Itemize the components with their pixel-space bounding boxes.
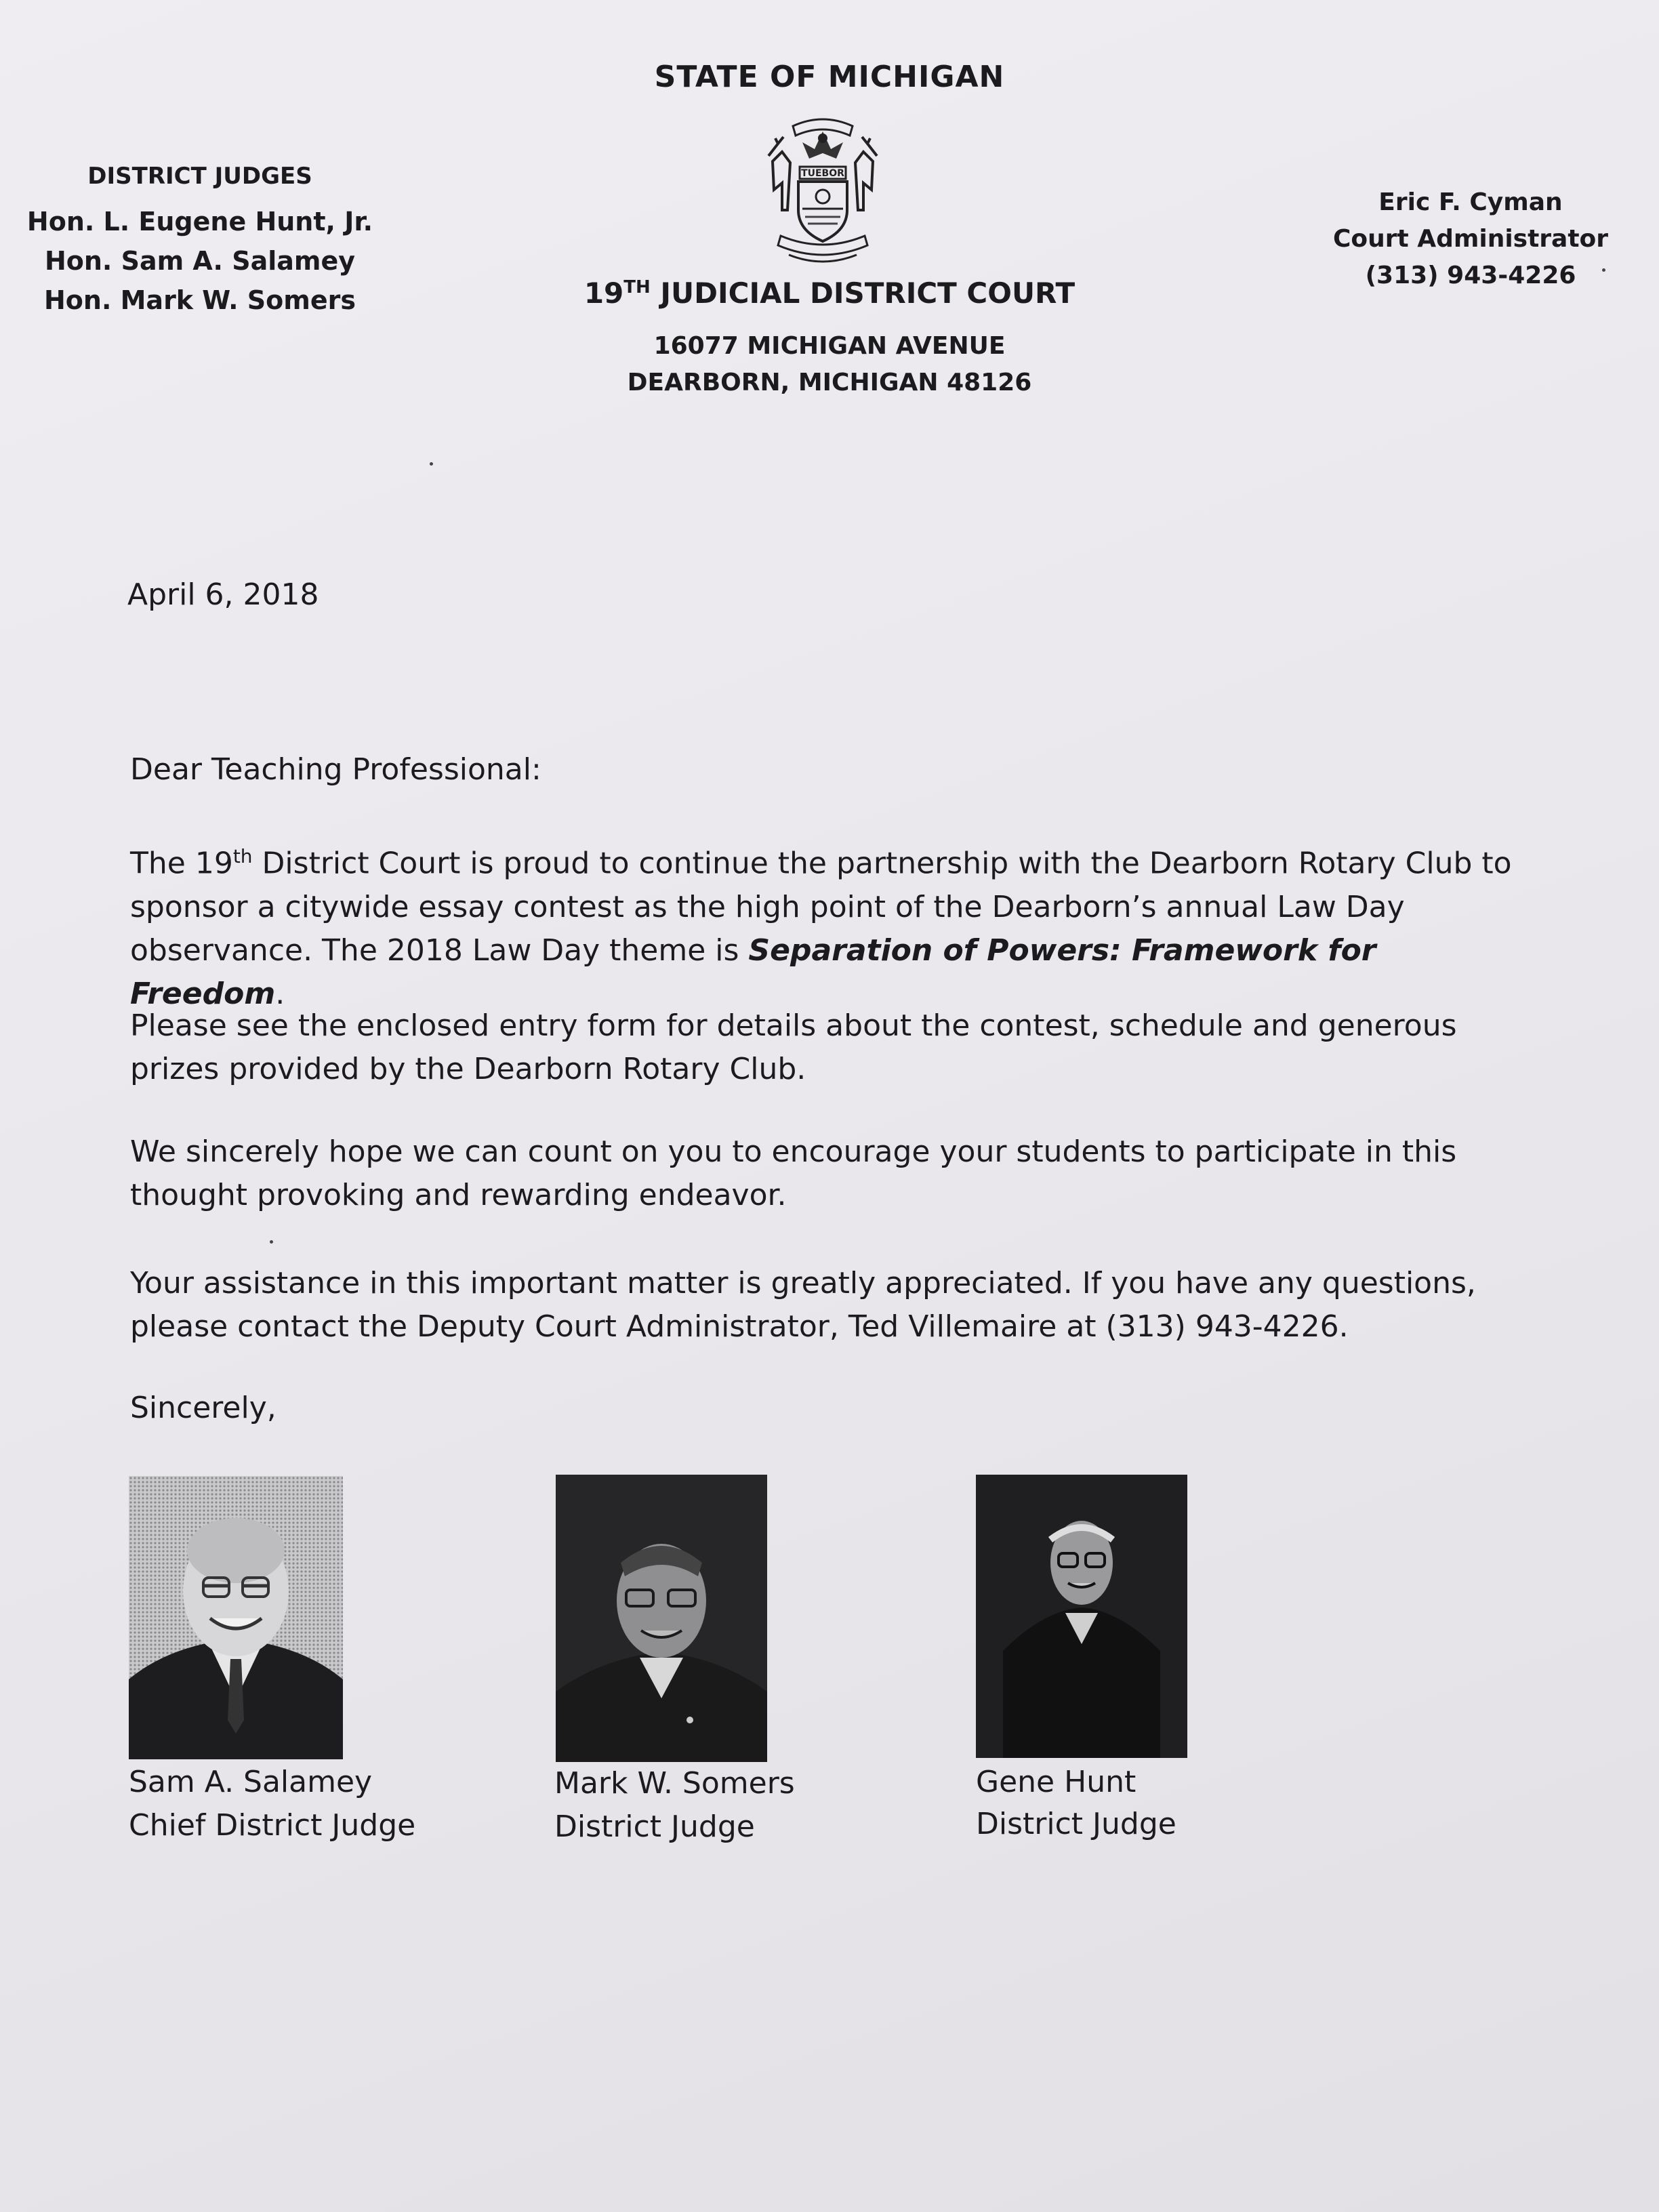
signatory-name: Mark W. Somers: [554, 1766, 795, 1801]
state-title: STATE OF MICHIGAN: [654, 60, 1005, 94]
judge-photo-hunt: [976, 1475, 1187, 1758]
toner-speck: [1602, 268, 1605, 272]
letter-date: April 6, 2018: [127, 577, 319, 612]
signatory-title: District Judge: [554, 1809, 755, 1844]
salutation: Dear Teaching Professional:: [130, 752, 541, 787]
paragraph-1-body: District Court is proud to continue the partnership with the Dearborn Rotary Club to sponsor a citywide essay contest as the high point of the Dearborn’s annual Law Day observance. The 2018 Law Day theme is: [130, 846, 1512, 968]
toner-speck: [270, 1240, 273, 1244]
ordinal-suffix: th: [232, 845, 253, 867]
toner-speck: [430, 462, 433, 466]
paragraph-1-end: .: [275, 976, 285, 1011]
district-judges-block: [20, 163, 380, 320]
paragraph-1-start: The 19: [130, 846, 233, 881]
signatory-title: District Judge: [976, 1807, 1176, 1841]
svg-text:TUEBOR: TUEBOR: [801, 168, 844, 179]
court-address-line-1: 16077 MICHIGAN AVENUE: [653, 332, 1006, 360]
michigan-seal-icon: [755, 108, 890, 271]
judge-name: Hon. Sam A. Salamey: [44, 246, 356, 276]
judge-photo-salamey: [129, 1476, 343, 1759]
law-day-theme: Separation of Powers: Framework for Freedom: [130, 933, 1376, 1011]
judge-photo-somers: [556, 1475, 767, 1762]
paragraph-4: Your assistance in this important matter is greatly appreciated. If you have any questions, please contact the Deputy Court Administrator, Ted Villemaire at (313) 943-4226.: [130, 1266, 1476, 1344]
judge-name: Hon. L. Eugene Hunt, Jr.: [26, 207, 373, 237]
administrator-name: Eric F. Cyman: [1378, 188, 1563, 216]
signatory-title: Chief District Judge: [129, 1808, 416, 1843]
district-judges-heading: DISTRICT JUDGES: [87, 163, 312, 190]
paragraph-3: We sincerely hope we can count on you to encourage your students to participate in this thought provoking and rewarding endeavor.: [130, 1134, 1457, 1212]
paragraph-2: Please see the enclosed entry form for details about the contest, schedule and generous prizes provided by the Dearborn Rotary Club.: [130, 1008, 1457, 1086]
administrator-phone: (313) 943-4226: [1365, 262, 1576, 289]
court-number-suffix: TH: [623, 277, 651, 298]
court-number: 19: [583, 276, 624, 310]
signatory-name: Sam A. Salamey: [129, 1765, 373, 1799]
court-name-text: JUDICIAL DISTRICT COURT: [650, 276, 1076, 310]
court-address-line-2: DEARBORN, MICHIGAN 48126: [627, 369, 1032, 396]
signatory-name: Gene Hunt: [976, 1765, 1136, 1799]
administrator-title: Court Administrator: [1332, 225, 1609, 253]
paragraph-1: [130, 835, 1526, 1016]
judge-name: Hon. Mark W. Somers: [43, 285, 356, 315]
court-administrator-block: [1315, 184, 1626, 294]
closing: Sincerely,: [130, 1391, 276, 1425]
